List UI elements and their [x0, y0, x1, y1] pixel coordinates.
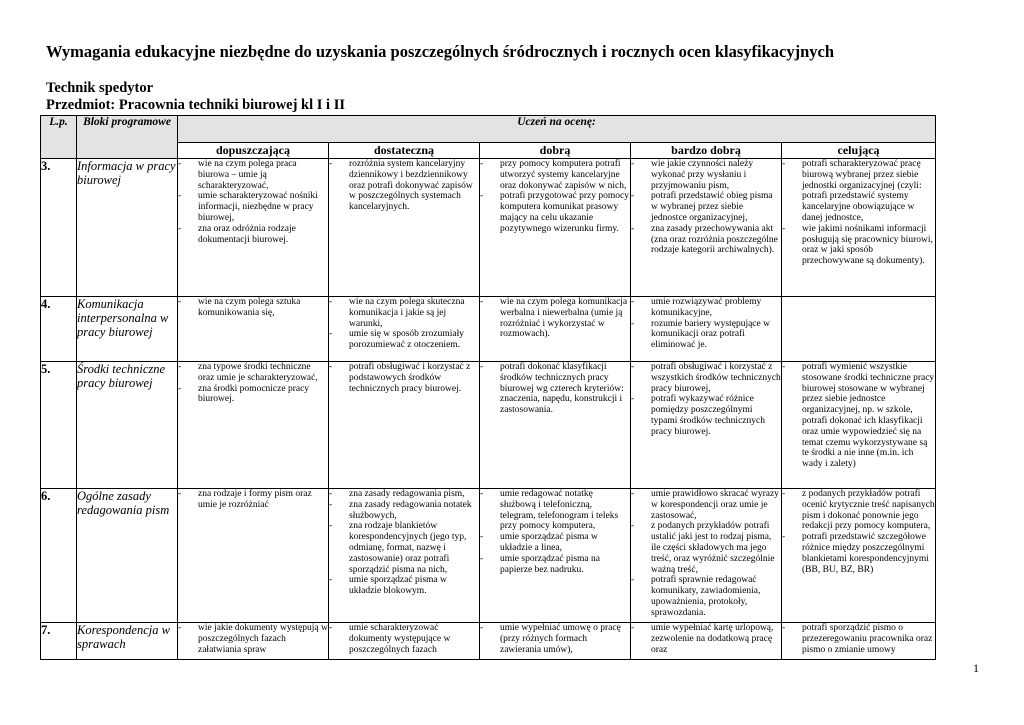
- requirement-item: - zna zasady redagowania notatek służbowych,: [329, 500, 479, 522]
- grade-header: dostateczną: [329, 143, 480, 159]
- requirement-item: - wie jakie dokumenty występują w poszczególnych fazach załatwiania spraw: [178, 623, 328, 655]
- requirement-cell: [480, 362, 631, 489]
- requirement-cell: [631, 489, 782, 623]
- requirement-item: - zna środki pomocnicze pracy biurowej.: [178, 384, 328, 406]
- page-title: Wymagania edukacyjne niezbędne do uzyskania poszczególnych śródrocznych i rocznych ocen klasyfikacyjnych: [46, 42, 835, 61]
- row-number: 3.: [41, 159, 77, 297]
- requirement-cell: [178, 297, 329, 362]
- requirement-item: - umie się w sposób zrozumiały porozumiewać z otoczeniem.: [329, 329, 479, 351]
- requirement-list: [480, 159, 630, 235]
- requirement-list: [329, 623, 479, 655]
- table-row: [41, 362, 936, 489]
- requirement-list: [631, 362, 781, 438]
- requirement-item: - potrafi sporządzić pismo o przezeregowaniu pracownika oraz pismo o zmianie umowy: [782, 623, 935, 655]
- requirement-cell: [782, 362, 936, 489]
- requirement-item: - wie na czym polega skuteczna komunikacja i jakie są jej warunki,: [329, 297, 479, 329]
- requirement-item: - wie na czym polega sztuka komunikowania się,: [178, 297, 328, 319]
- grade-header: bardzo dobrą: [631, 143, 782, 159]
- requirement-list: [178, 623, 328, 655]
- requirement-list: [782, 159, 935, 267]
- requirement-item: - potrafi sprawnie redagować komunikaty, zawiadomienia, upoważnienia, protokoły, sprawozdania.: [631, 575, 781, 618]
- requirement-item: - umie redagować notatkę służbową i telefoniczną, telegram, telefonogram i teleks przy pomocy komputera,: [480, 489, 630, 532]
- requirement-list: [178, 489, 328, 511]
- subject-label: Przedmiot: Pracownia techniki biurowej kl I i II: [46, 97, 345, 113]
- requirement-item: - umie scharakteryzować dokumenty występujące w poszczególnych fazach: [329, 623, 479, 655]
- requirement-cell: [782, 623, 936, 660]
- requirement-item: - przy pomocy komputera potrafi utworzyć systemy kancelaryjne oraz dokonywać zapisów w nich,: [480, 159, 630, 191]
- col-blocks-header: Bloki programowe: [77, 116, 178, 159]
- block-name: Korespondencja w sprawach: [77, 623, 178, 660]
- block-name: Środki techniczne pracy biurowej: [77, 362, 178, 489]
- requirement-item: - wie jakie czynności należy wykonać przy wysłaniu i przyjmowaniu pism,: [631, 159, 781, 191]
- requirement-item: - umie rozwiązywać problemy komunikacyjne,: [631, 297, 781, 319]
- requirement-item: - umie sporządzać pisma w układzie a linea,: [480, 532, 630, 554]
- row-number: 6.: [41, 489, 77, 623]
- requirement-item: - umie wypełniać umowę o pracę (przy różnych formach zawierania umów),: [480, 623, 630, 655]
- requirement-item: - zna rodzaje blankietów korespondencyjnych (jego typ, odmianę, format, nazwę i zastosowanie) oraz potrafi sporządzić pisma na nich,: [329, 521, 479, 575]
- requirement-cell: [480, 623, 631, 660]
- requirement-item: - wie na czym polega praca biurowa – umie ją scharakteryzować,: [178, 159, 328, 191]
- requirement-item: - potrafi wymienić wszystkie stosowane środki techniczne pracy biurowej stosowane w wybranej przez siebie jednostce organizacyjnej, np. w szkole, potrafi dokonać ich klasyfikacji oraz umie wypowiedzieć się na temat czemu wykorzystywane są te środki a nie inne (m.in. ich wady i zalety): [782, 362, 935, 470]
- requirement-cell: [631, 362, 782, 489]
- requirement-item: - potrafi przedstawić obieg pisma w wybranej przez siebie jednostce organizacyjnej,: [631, 191, 781, 223]
- requirement-item: - potrafi obsługiwać i korzystać z wszystkich środków technicznych pracy biurowej,: [631, 362, 781, 394]
- requirement-cell: [178, 159, 329, 297]
- col-student-header: Uczeń na ocenę:: [178, 116, 936, 143]
- requirement-list: [631, 623, 781, 655]
- block-name: Komunikacja interpersonalna w pracy biurowej: [77, 297, 178, 362]
- requirement-cell: [329, 362, 480, 489]
- requirement-item: - zna rodzaje i formy pism oraz umie je rozróżniać: [178, 489, 328, 511]
- grade-header: dopuszczającą: [178, 143, 329, 159]
- requirement-item: - potrafi przygotować przy pomocy komputera komunikat prasowy mający na celu ukazanie pozytywnego wizerunku firmy.: [480, 191, 630, 234]
- requirement-cell: [631, 159, 782, 297]
- requirement-item: - umie sporządzać pisma na papierze bez nadruku.: [480, 554, 630, 576]
- requirement-cell: [480, 159, 631, 297]
- requirement-cell: [329, 489, 480, 623]
- table-row: [41, 159, 936, 297]
- col-lp-header: L.p.: [41, 116, 77, 159]
- requirement-item: - wie jakimi nośnikami informacji posługują się pracownicy biurowi, oraz w jaki sposób przechowywane są dokumenty).: [782, 224, 935, 267]
- table-row: [41, 297, 936, 362]
- requirement-list: [178, 362, 328, 405]
- requirement-cell: [782, 159, 936, 297]
- requirement-cell: [329, 159, 480, 297]
- requirement-list: [178, 297, 328, 319]
- requirement-item: - rozróżnia system kancelaryjny dziennikowy i bezdziennikowy oraz potrafi dokonywać zapisów w poszczególnych systemach kancelaryjnych.: [329, 159, 479, 213]
- requirement-list: [631, 489, 781, 619]
- requirement-item: - zna zasady redagowania pism,: [329, 489, 479, 500]
- block-name: Ogólne zasady redagowania pism: [77, 489, 178, 623]
- requirement-item: - umie scharakteryzować nośniki informacji, niezbędne w pracy biurowej,: [178, 191, 328, 223]
- requirement-list: [178, 159, 328, 245]
- requirement-item: - wie na czym polega komunikacja werbalna i niewerbalna (umie ją rozróżniać i wykorzystać w rozmowach).: [480, 297, 630, 340]
- requirement-list: [782, 489, 935, 575]
- requirement-list: [329, 362, 479, 394]
- requirement-cell: [631, 297, 782, 362]
- requirement-list: [782, 362, 935, 470]
- requirement-list: [631, 159, 781, 256]
- requirement-cell: [782, 489, 936, 623]
- requirements-table: [40, 115, 936, 660]
- requirement-item: - potrafi dokonać klasyfikacji środków technicznych pracy biurowej wg czterech kryteriów: znaczenia, napędu, konstrukcji i zastosowania.: [480, 362, 630, 416]
- requirement-item: - rozumie bariery występujące w komunikacji oraz potrafi eliminować je.: [631, 319, 781, 351]
- table-row: [41, 489, 936, 623]
- requirement-list: [631, 297, 781, 351]
- table-row: [41, 623, 936, 660]
- requirement-item: - zna oraz odróżnia rodzaje dokumentacji biurowej.: [178, 224, 328, 246]
- requirement-list: [480, 489, 630, 575]
- requirement-cell: [178, 489, 329, 623]
- requirement-cell: [178, 623, 329, 660]
- requirement-cell: [631, 623, 782, 660]
- requirement-list: [480, 623, 630, 655]
- requirement-list: [480, 297, 630, 340]
- requirement-item: - umie sporządzać pisma w układzie blokowym.: [329, 575, 479, 597]
- requirement-list: [329, 159, 479, 213]
- requirement-item: - zna zasady przechowywania akt (zna oraz rozróżnia poszczególne rodzaje kategorii archiwalnych).: [631, 224, 781, 256]
- requirement-item: - zna typowe środki techniczne oraz umie je scharakteryzować,: [178, 362, 328, 384]
- grade-header: celującą: [782, 143, 936, 159]
- requirement-item: - potrafi wykazywać różnice pomiędzy poszczególnymi typami środków technicznych pracy biurowej.: [631, 394, 781, 437]
- requirement-item: - umie prawidłowo skracać wyrazy w korespondencji oraz umie je zastosować,: [631, 489, 781, 521]
- requirement-cell: [480, 489, 631, 623]
- row-number: 4.: [41, 297, 77, 362]
- requirement-item: - potrafi obsługiwać i korzystać z podstawowych środków technicznych pracy biurowej.: [329, 362, 479, 394]
- requirement-item: - z podanych przykładów potrafi ustalić jaki jest to rodzaj pisma, ile części składowych ma jego treść, oraz wyróżnić szczególnie ważną treść,: [631, 521, 781, 575]
- requirement-item: - potrafi scharakteryzować pracę biurową wybranej przez siebie jednostki organizacyjnej (czyli: potrafi przedstawić systemy kancelaryjne obowiązujące w danej jednostce,: [782, 159, 935, 224]
- requirement-list: [329, 297, 479, 351]
- requirement-cell: [329, 623, 480, 660]
- requirement-item: - potrafi przedstawić szczegółowe różnice między poszczególnymi blankietami korespondencyjnymi (BB, BU, BZ, BR): [782, 532, 935, 575]
- requirement-item: - umie wypełniać kartę urlopową, zezwolenie na dodatkową pracę oraz: [631, 623, 781, 655]
- requirement-cell: [178, 362, 329, 489]
- requirement-list: [329, 489, 479, 597]
- requirement-item: - z podanych przykładów potrafi ocenić krytycznie treść napisanych pism i dokonać ponownie jego redakcji przy pomocy komputera,: [782, 489, 935, 532]
- grade-header: dobrą: [480, 143, 631, 159]
- requirement-list: [480, 362, 630, 416]
- requirement-list: [782, 623, 935, 655]
- row-number: 7.: [41, 623, 77, 660]
- requirement-cell: [782, 297, 936, 362]
- requirement-cell: [480, 297, 631, 362]
- row-number: 5.: [41, 362, 77, 489]
- block-name: Informacja w pracy biurowej: [77, 159, 178, 297]
- requirement-cell: [329, 297, 480, 362]
- profession-label: Technik spedytor: [46, 80, 154, 96]
- page-number: 1: [973, 661, 979, 675]
